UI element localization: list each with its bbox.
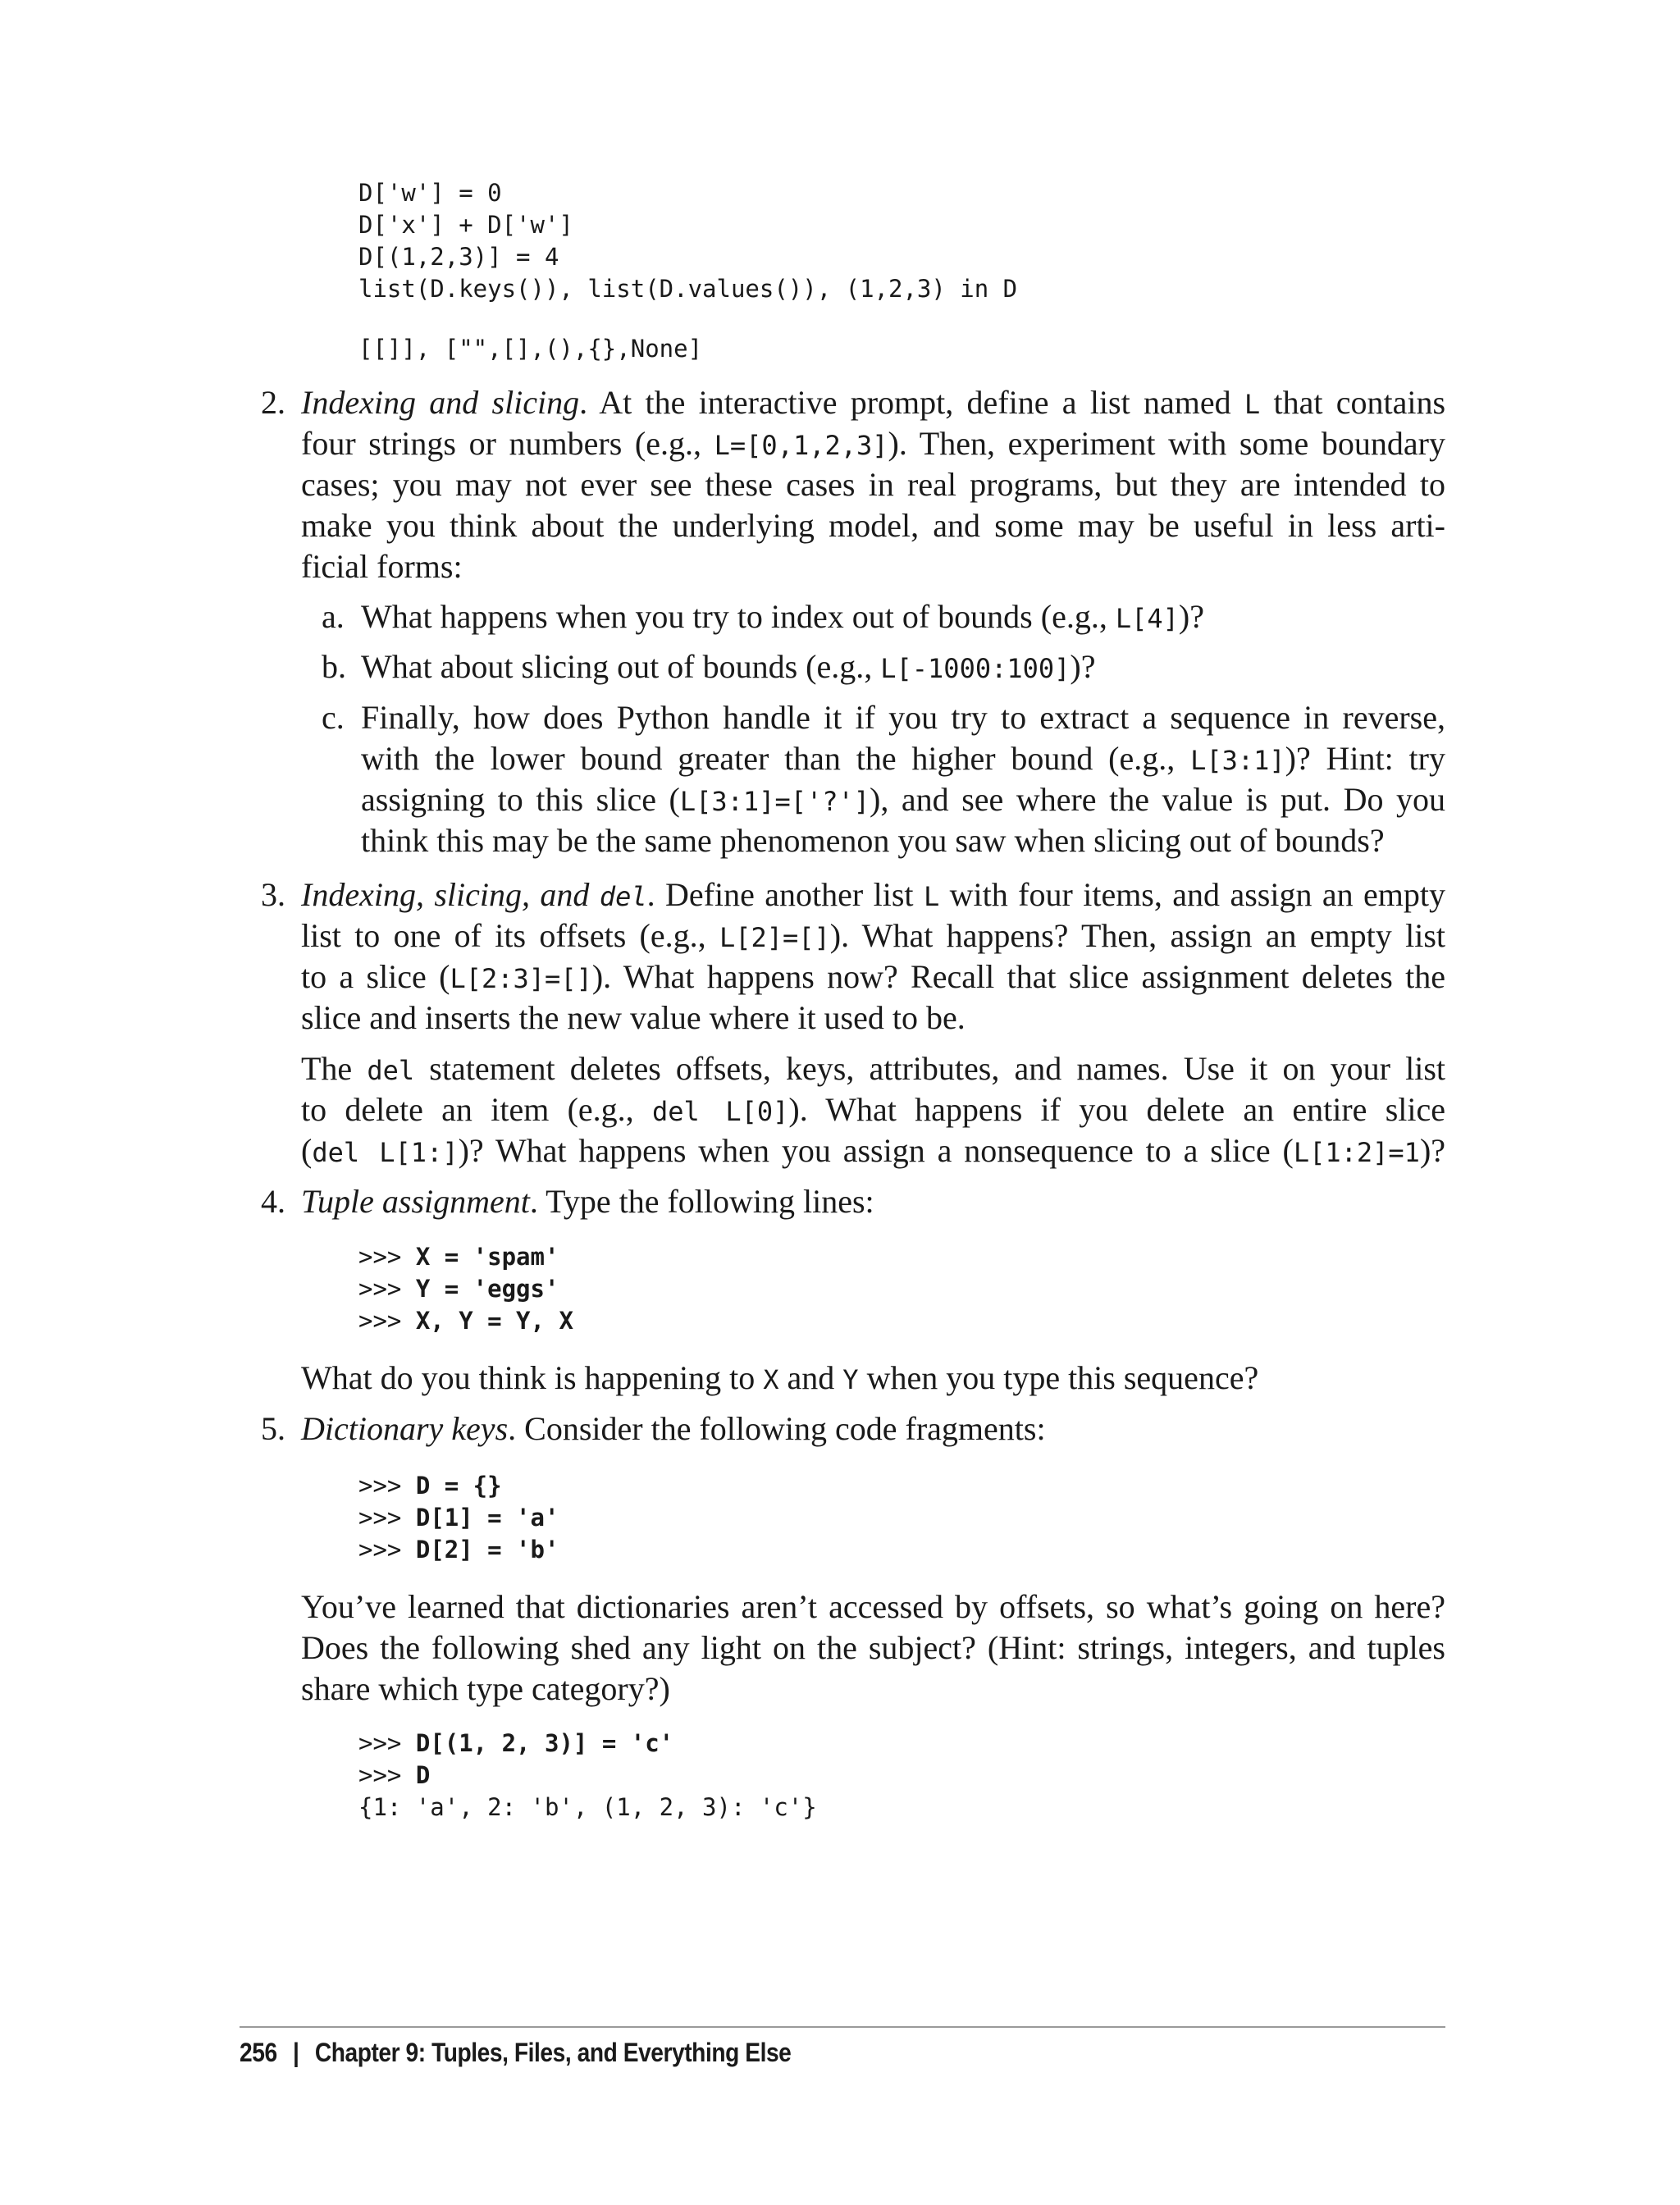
subitem-label: b. — [322, 648, 346, 685]
item5-para-line-3: share which type category?) — [301, 1670, 670, 1707]
item4-line-1: Tuple assignment. Type the following lines: — [301, 1183, 874, 1220]
footer-separator: | — [293, 2038, 299, 2067]
code-block-dict-tuple — [358, 1728, 817, 1824]
item2-line-1: Indexing and slicing. At the interactive prompt, define a list named L that contains — [301, 384, 1446, 421]
subitem-c-line-3: assigning to this slice (L[3:1]=['?']), and see where the value is put. Do you — [361, 781, 1446, 818]
code-line: >>> X, Y = Y, X — [358, 1307, 573, 1335]
code-line: >>> D[2] = 'b' — [358, 1536, 559, 1564]
code-line-empty-objects: [[]], ["",[],(),{},None] — [358, 335, 703, 363]
item2-line-5: ficial forms: — [301, 548, 463, 585]
code-line: >>> Y = 'eggs' — [358, 1275, 559, 1303]
footer-rule — [240, 2026, 1445, 2028]
item3-para2-line-3: (del L[1:])? What happens when you assign a nonsequence to a slice (L[1:2]=1)? — [301, 1132, 1446, 1169]
subitem-c-line-2: with the lower bound greater than the higher bound (e.g., L[3:1])? Hint: try — [361, 740, 1445, 777]
item3-line-2: list to one of its offsets (e.g., L[2]=[]). What happens? Then, assign an empty list — [301, 917, 1445, 954]
item-number: 3. — [261, 876, 285, 913]
subitem-a: What happens when you try to index out of bounds (e.g., L[4])? — [361, 598, 1204, 635]
code-line: >>> D[1] = 'a' — [358, 1504, 559, 1532]
code-block-tuple — [358, 1241, 573, 1337]
item5-para-line-2: Does the following shed any light on the subject? (Hint: strings, integers, and tuples — [301, 1629, 1445, 1666]
code-line: D[(1,2,3)] = 4 — [358, 243, 559, 271]
page-number: 256 — [240, 2038, 277, 2067]
item3-para2-line-1: The del statement deletes offsets, keys, attributes, and names. Use it on your list — [301, 1050, 1445, 1087]
code-line: D['x'] + D['w'] — [358, 211, 573, 239]
item2-line-3: cases; you may not ever see these cases in real programs, but they are intended to — [301, 466, 1445, 503]
item3-line-4: slice and inserts the new value where it used to be. — [301, 999, 966, 1036]
item-title: Indexing and slicing — [301, 384, 580, 421]
code-line: list(D.keys()), list(D.values()), (1,2,3) in D — [358, 275, 1018, 303]
code-line: >>> D[(1, 2, 3)] = 'c' — [358, 1729, 674, 1757]
page-footer — [240, 2036, 791, 2069]
item3-para2-line-2: to delete an item (e.g., del L[0]). What happens if you delete an entire slice — [301, 1091, 1446, 1128]
code-line: D['w'] = 0 — [358, 179, 502, 207]
item3-line-1: Indexing, slicing, and del. Define another list L with four items, and assign an empty — [301, 876, 1446, 913]
item3-line-3: to a slice (L[2:3]=[]). What happens now? Recall that slice assignment deletes the — [301, 958, 1445, 995]
code-output: {1: 'a', 2: 'b', (1, 2, 3): 'c'} — [358, 1793, 817, 1821]
item5-line-1: Dictionary keys. Consider the following code fragments: — [301, 1410, 1046, 1447]
subitem-label: a. — [322, 598, 345, 635]
item4-after: What do you think is happening to X and Y when you type this sequence? — [301, 1359, 1259, 1396]
subitem-label: c. — [322, 699, 345, 736]
item-title: Tuple assignment — [301, 1183, 530, 1220]
code-line: >>> D = {} — [358, 1472, 502, 1500]
code-block-dict — [358, 1470, 559, 1566]
item-number: 5. — [261, 1410, 285, 1447]
subitem-c-line-4: think this may be the same phenomenon you saw when slicing out of bounds? — [361, 822, 1385, 859]
code-block-top — [358, 177, 1017, 305]
code-line: >>> X = 'spam' — [358, 1243, 559, 1271]
item2-line-4: make you think about the underlying model, and some may be useful in less arti- — [301, 507, 1445, 544]
item-number: 4. — [261, 1183, 285, 1220]
item2-line-2: four strings or numbers (e.g., L=[0,1,2,3]). Then, experiment with some boundary — [301, 425, 1446, 462]
item-title: Dictionary keys — [301, 1410, 509, 1447]
chapter-title: Chapter 9: Tuples, Files, and Everything Else — [314, 2038, 792, 2067]
item-number: 2. — [261, 384, 285, 421]
item5-para-line-1: You’ve learned that dictionaries aren’t accessed by offsets, so what’s going on here? — [301, 1588, 1445, 1625]
subitem-c-line-1: Finally, how does Python handle it if you try to extract a sequence in reverse, — [361, 699, 1445, 736]
item-title: Indexing, slicing, and del — [301, 876, 647, 913]
code-line: >>> D — [358, 1761, 431, 1789]
subitem-b: What about slicing out of bounds (e.g., L[-1000:100])? — [361, 648, 1096, 685]
